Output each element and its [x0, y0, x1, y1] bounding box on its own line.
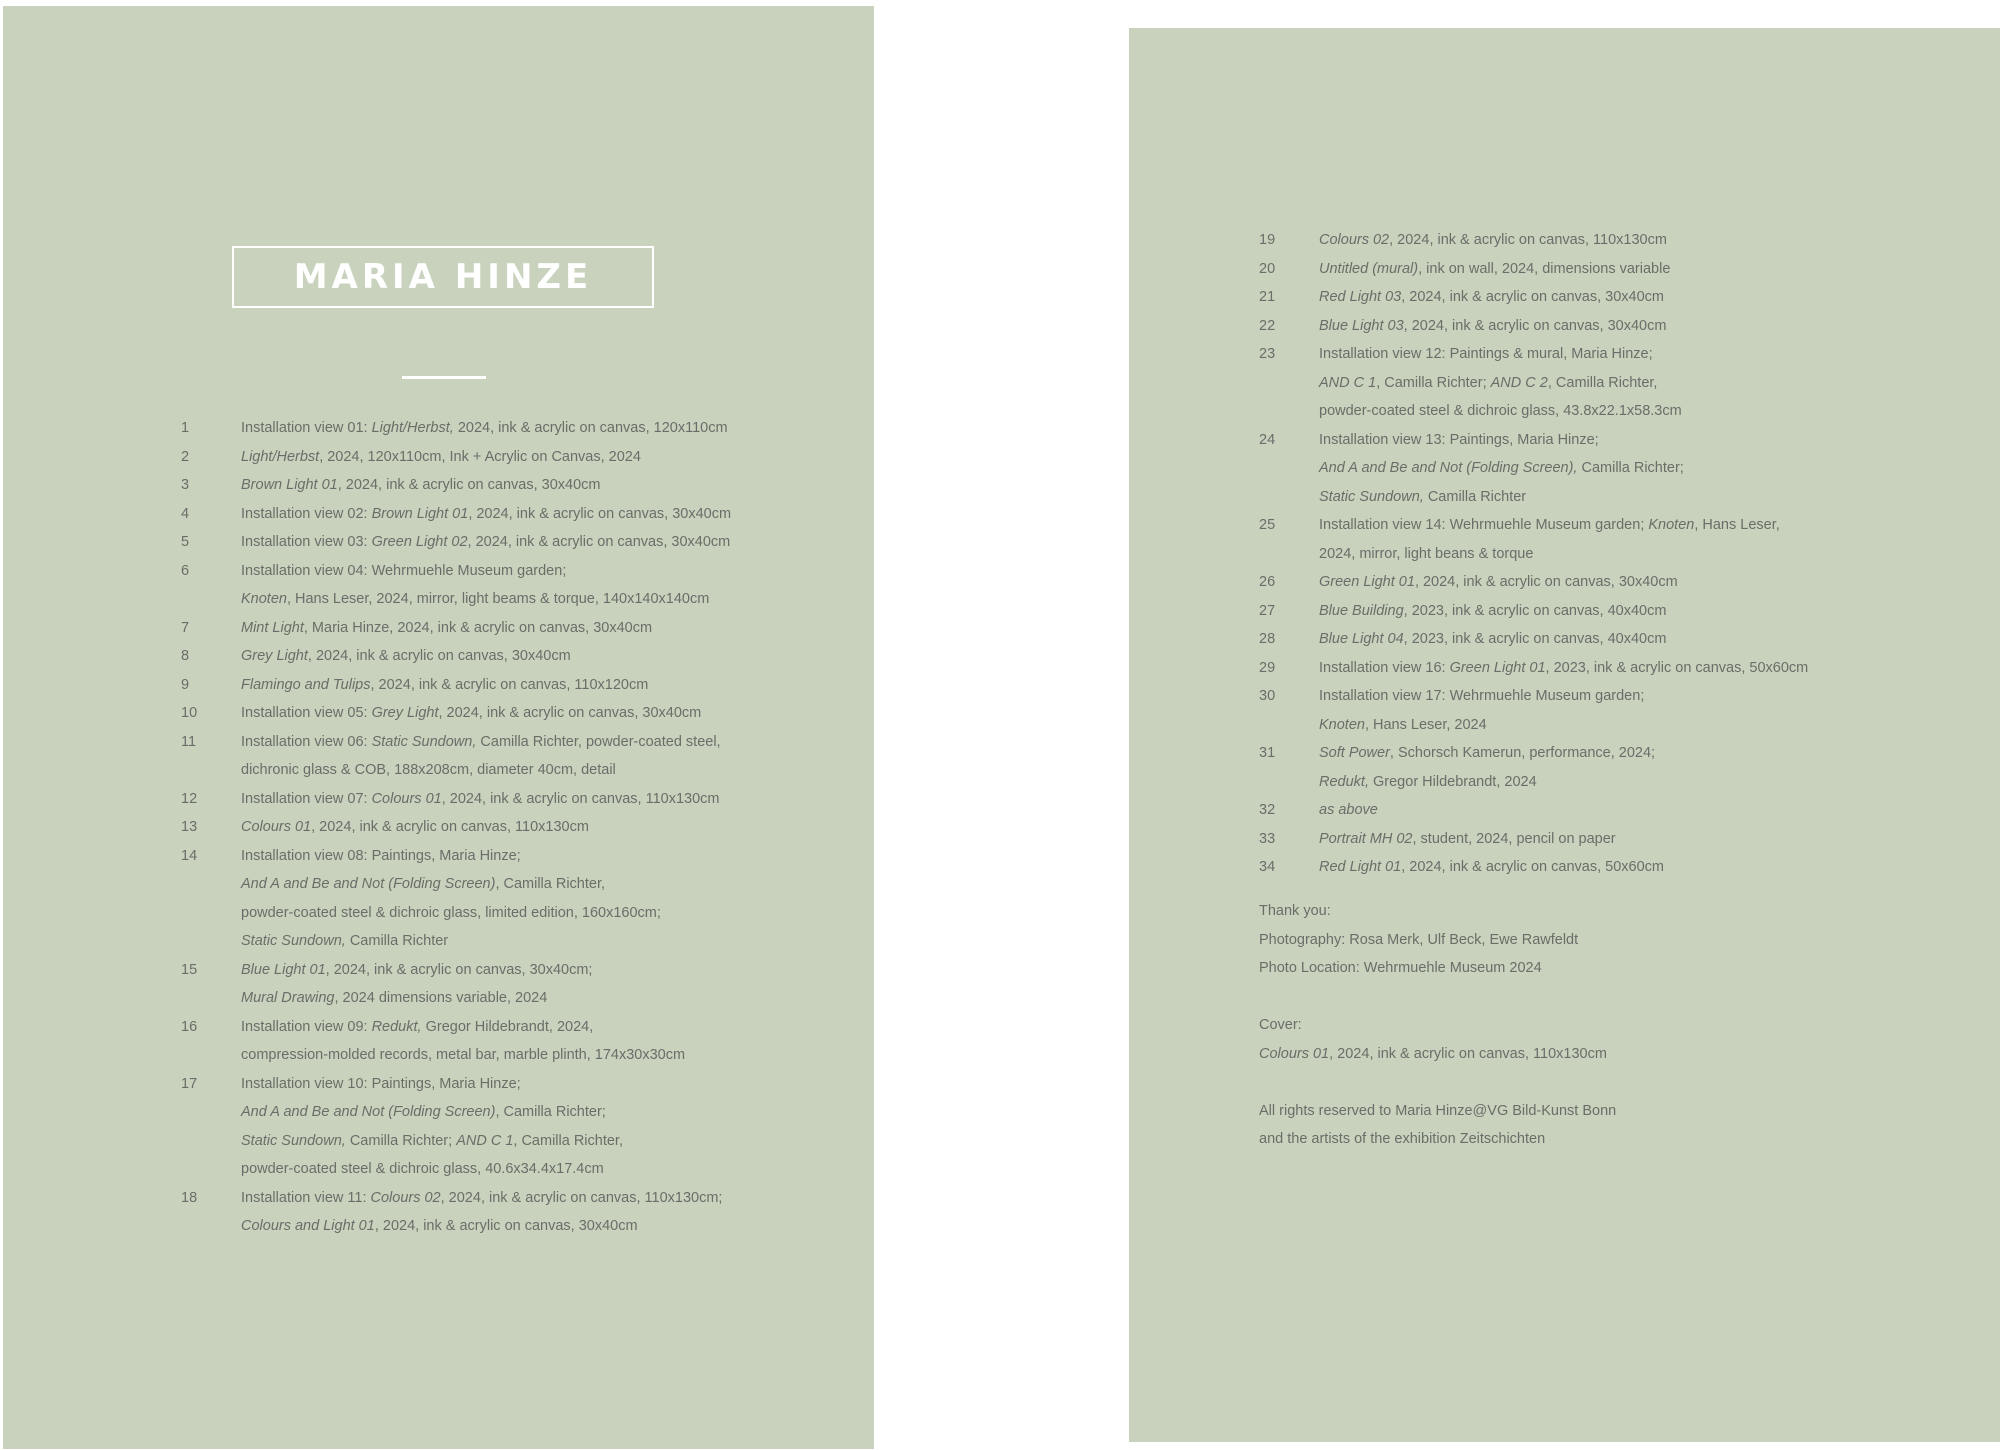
- caption-line: [1319, 426, 1684, 455]
- caption-text: , Hans Leser,: [1694, 517, 1780, 533]
- entry-caption: [1319, 568, 1678, 597]
- caption-line: [241, 899, 661, 928]
- entry-caption: [241, 728, 721, 785]
- italic-title: Colours 02: [370, 1189, 441, 1206]
- italic-title: Colours and Light 01: [241, 1218, 375, 1234]
- caption-entry: [1259, 739, 1994, 796]
- caption-line: [241, 671, 648, 700]
- caption-line: [241, 870, 661, 899]
- caption-line: [1319, 654, 1808, 683]
- italic-title: Redukt,: [371, 1018, 422, 1035]
- caption-line: [1319, 511, 1780, 540]
- caption-text: Photography: Rosa Merk, Ulf Beck, Ewe Rawfeldt: [1259, 931, 1579, 948]
- caption-text: Installation view 10: Paintings, Maria Hinze;: [241, 1075, 521, 1092]
- italic-title: Static Sundown,: [371, 733, 477, 750]
- caption-entry: [181, 785, 861, 814]
- caption-text: Camilla Richter;: [345, 1132, 457, 1149]
- title-divider: [402, 376, 486, 379]
- entry-caption: [1319, 625, 1666, 654]
- caption-text: , Hans Leser, 2024: [1364, 716, 1487, 733]
- caption-entry: [181, 500, 861, 529]
- caption-text: Installation view 05:: [241, 705, 372, 721]
- caption-line: [1319, 397, 1682, 426]
- entry-caption: [1319, 654, 1808, 683]
- caption-line: [1319, 255, 1670, 284]
- caption-text: Photo Location: Wehrmuehle Museum 2024: [1259, 960, 1542, 976]
- caption-line: [1319, 369, 1682, 398]
- credit-block: [1259, 1011, 1859, 1068]
- entry-number: 22: [1259, 317, 1276, 334]
- italic-title: Blue Light 01: [241, 961, 326, 978]
- entry-caption: [1319, 739, 1655, 796]
- caption-text: Installation view 02:: [241, 505, 372, 522]
- entry-number: 4: [181, 505, 190, 522]
- caption-text: , Hans Leser, 2024, mirror, light beams & torque, 140x140x140cm: [286, 591, 710, 607]
- caption-line: [241, 1127, 623, 1156]
- entry-number: 21: [1259, 289, 1276, 305]
- entry-caption: [1319, 853, 1664, 882]
- italic-title: Blue Building: [1319, 602, 1404, 619]
- caption-text: Installation view 11:: [241, 1189, 371, 1206]
- caption-line: [241, 614, 652, 643]
- caption-entry: [1259, 312, 1994, 341]
- caption-line: [241, 1041, 685, 1070]
- entry-number: 26: [1259, 574, 1276, 590]
- italic-title: Green Light 01: [1319, 574, 1415, 590]
- italic-title: Untitled (mural): [1319, 260, 1419, 277]
- credit-line: [1259, 1011, 1859, 1040]
- entry-number: 13: [181, 819, 198, 835]
- right-caption-list: [1259, 226, 1994, 882]
- entry-caption: [1319, 312, 1666, 341]
- caption-entry: [181, 528, 861, 557]
- italic-title: Grey Light: [241, 648, 308, 664]
- caption-text: Camilla Richter: [345, 933, 449, 949]
- caption-entry: [181, 842, 861, 956]
- credit-line: [1259, 897, 1859, 926]
- entry-number: 17: [181, 1075, 198, 1092]
- italic-title: Light/Herbst,: [371, 420, 454, 436]
- caption-line: [241, 1212, 722, 1241]
- italic-title: And A and Be and Not (Folding Screen),: [1319, 460, 1578, 476]
- entry-caption: [241, 813, 589, 842]
- caption-entry: [181, 813, 861, 842]
- caption-text: , 2024, ink & acrylic on canvas, 30x40cm: [468, 505, 732, 522]
- italic-title: Red Light 01: [1319, 859, 1402, 875]
- italic-title: Grey Light: [371, 705, 439, 721]
- caption-text: , Camilla Richter;: [1376, 374, 1491, 391]
- entry-caption: [241, 557, 709, 614]
- caption-text: Installation view 04: Wehrmuehle Museum garden;: [241, 562, 567, 579]
- caption-text: , 2024, ink & acrylic on canvas, 30x40cm: [337, 477, 601, 493]
- caption-text: Installation view 12: Paintings & mural, Maria Hinze;: [1319, 346, 1653, 362]
- entry-caption: [1319, 426, 1684, 512]
- entry-number: 1: [181, 420, 190, 436]
- italic-title: Static Sundown,: [241, 1132, 346, 1149]
- caption-line: [241, 642, 571, 671]
- credit-line: [1259, 1040, 1859, 1069]
- caption-line: [241, 699, 701, 728]
- caption-entry: [1259, 568, 1994, 597]
- italic-title: AND C 1: [456, 1132, 514, 1149]
- caption-line: [1319, 625, 1666, 654]
- caption-entry: [1259, 283, 1994, 312]
- entry-caption: [241, 956, 592, 1013]
- entry-caption: [241, 785, 720, 814]
- caption-text: Camilla Richter;: [1577, 460, 1684, 476]
- entry-caption: [241, 528, 730, 557]
- entry-number: 33: [1259, 830, 1276, 847]
- caption-text: , 2024, ink & acrylic on canvas, 30x40cm: [467, 534, 731, 550]
- credit-block: [1259, 897, 1859, 983]
- caption-line: [1319, 283, 1664, 312]
- italic-title: Brown Light 01: [371, 505, 469, 522]
- entry-number: 9: [181, 676, 190, 693]
- caption-line: [241, 414, 728, 443]
- caption-text: Installation view 03:: [241, 534, 372, 550]
- caption-line: [241, 785, 720, 814]
- entry-caption: [1319, 283, 1664, 312]
- caption-text: All rights reserved to Maria Hinze@VG Bild-Kunst Bonn: [1259, 1102, 1617, 1119]
- entry-number: 3: [181, 477, 190, 493]
- caption-line: [1319, 540, 1780, 569]
- caption-line: [241, 756, 721, 785]
- entry-caption: [1319, 682, 1644, 739]
- caption-line: [241, 728, 721, 757]
- caption-line: [241, 528, 730, 557]
- entry-caption: [241, 471, 600, 500]
- entry-caption: [1319, 340, 1682, 426]
- italic-title: AND C 1: [1319, 374, 1377, 391]
- italic-title: Colours 01: [241, 819, 312, 835]
- caption-line: [241, 1013, 685, 1042]
- caption-text: , 2024, ink & acrylic on canvas, 110x130cm: [1329, 1045, 1607, 1062]
- entry-caption: [241, 699, 701, 728]
- entry-number: 11: [181, 733, 197, 750]
- caption-text: , 2024, ink & acrylic on canvas, 110x120cm: [370, 676, 649, 693]
- italic-title: Colours 02: [1319, 232, 1390, 248]
- italic-title: Knoten: [241, 591, 287, 607]
- entry-number: 32: [1259, 802, 1276, 818]
- caption-line: [1319, 597, 1666, 626]
- entry-number: 14: [181, 847, 198, 864]
- caption-text: , 2023, ink & acrylic on canvas, 40x40cm: [1403, 602, 1667, 619]
- caption-line: [1319, 226, 1667, 255]
- caption-text: dichronic glass & COB, 188x208cm, diameter 40cm, detail: [241, 762, 616, 778]
- entry-number: 15: [181, 961, 198, 978]
- caption-text: , 2024, ink & acrylic on canvas, 30x40cm: [1401, 289, 1664, 305]
- entry-caption: [1319, 226, 1667, 255]
- entry-caption: [241, 671, 648, 700]
- caption-line: [241, 956, 592, 985]
- caption-text: Gregor Hildebrandt, 2024,: [421, 1018, 594, 1035]
- caption-line: [241, 500, 731, 529]
- entry-number: 28: [1259, 631, 1276, 647]
- caption-entry: [181, 614, 861, 643]
- right-page: [1129, 28, 2000, 1442]
- caption-text: , 2024, ink & acrylic on canvas, 30x40cm: [1414, 574, 1678, 590]
- caption-text: , ink on wall, 2024, dimensions variable: [1418, 260, 1671, 277]
- caption-entry: [1259, 654, 1994, 683]
- caption-line: [1319, 853, 1664, 882]
- caption-text: , Camilla Richter;: [495, 1104, 606, 1120]
- caption-entry: [181, 699, 861, 728]
- caption-text: Installation view 01:: [241, 420, 372, 436]
- entry-caption: [241, 414, 728, 443]
- credit-line: [1259, 1097, 1859, 1126]
- left-page: [3, 6, 874, 1449]
- caption-text: , 2024, ink & acrylic on canvas, 30x40cm: [1403, 317, 1667, 334]
- caption-entry: [181, 1070, 861, 1184]
- caption-text: , 2024, ink & acrylic on canvas, 30x40cm;: [325, 961, 593, 978]
- caption-text: and the artists of the exhibition Zeitschichten: [1259, 1131, 1546, 1147]
- caption-entry: [1259, 625, 1994, 654]
- caption-entry: [1259, 825, 1994, 854]
- entry-number: 31: [1259, 745, 1276, 761]
- caption-line: [241, 1184, 722, 1213]
- caption-text: Installation view 13: Paintings, Maria Hinze;: [1319, 431, 1599, 448]
- left-caption-list: [181, 414, 861, 1241]
- entry-number: 6: [181, 562, 190, 579]
- entry-number: 34: [1259, 859, 1276, 875]
- caption-line: [1319, 768, 1655, 797]
- entry-number: 10: [181, 705, 198, 721]
- caption-text: , Camilla Richter,: [1547, 374, 1658, 391]
- caption-text: , 2024, ink & acrylic on canvas, 110x130cm: [1389, 232, 1667, 248]
- italic-title: as above: [1319, 802, 1378, 818]
- caption-text: , 2023, ink & acrylic on canvas, 50x60cm: [1545, 659, 1809, 676]
- caption-entry: [181, 671, 861, 700]
- entry-number: 5: [181, 534, 190, 550]
- italic-title: Knoten: [1648, 517, 1695, 533]
- entry-caption: [241, 1184, 722, 1241]
- caption-text: 2024, mirror, light beans & torque: [1319, 545, 1534, 562]
- caption-text: Thank you:: [1259, 903, 1331, 919]
- caption-text: , student, 2024, pencil on paper: [1412, 830, 1616, 847]
- italic-title: And A and Be and Not (Folding Screen): [241, 1104, 496, 1120]
- italic-title: And A and Be and Not (Folding Screen): [241, 876, 496, 892]
- italic-title: Blue Light 04: [1319, 631, 1404, 647]
- caption-line: [241, 813, 589, 842]
- caption-text: Cover:: [1259, 1017, 1302, 1033]
- caption-text: , Maria Hinze, 2024, ink & acrylic on canvas, 30x40cm: [303, 619, 653, 636]
- italic-title: Mint Light: [241, 619, 304, 636]
- entry-number: 8: [181, 648, 190, 664]
- caption-line: [1319, 454, 1684, 483]
- credits-section: [1259, 897, 1859, 1182]
- credit-line: [1259, 954, 1859, 983]
- italic-title: Blue Light 03: [1319, 317, 1404, 334]
- entry-caption: [1319, 825, 1616, 854]
- caption-text: , 2023, ink & acrylic on canvas, 40x40cm: [1403, 631, 1667, 647]
- caption-text: , 2024, ink & acrylic on canvas, 110x130cm: [311, 819, 589, 835]
- entry-number: 30: [1259, 688, 1276, 704]
- italic-title: Green Light 02: [371, 534, 468, 550]
- caption-entry: [1259, 682, 1994, 739]
- caption-text: , 2024, ink & acrylic on canvas, 30x40cm: [438, 705, 702, 721]
- caption-entry: [1259, 340, 1994, 426]
- caption-line: [241, 471, 600, 500]
- caption-line: [241, 585, 709, 614]
- entry-caption: [241, 642, 571, 671]
- caption-entry: [181, 642, 861, 671]
- entry-number: 23: [1259, 346, 1276, 362]
- caption-entry: [1259, 796, 1994, 825]
- entry-caption: [1319, 796, 1378, 825]
- entry-number: 7: [181, 619, 190, 636]
- caption-line: [241, 927, 661, 956]
- italic-title: Mural Drawing: [241, 990, 335, 1006]
- entry-caption: [241, 500, 731, 529]
- caption-text: powder-coated steel & dichroic glass, 43.8x22.1x58.3cm: [1319, 403, 1682, 419]
- caption-line: [241, 842, 661, 871]
- italic-title: Light/Herbst: [241, 448, 320, 465]
- caption-line: [241, 1070, 623, 1099]
- caption-entry: [1259, 255, 1994, 284]
- caption-entry: [181, 956, 861, 1013]
- caption-text: , Camilla Richter,: [513, 1132, 623, 1149]
- italic-title: Green Light 01: [1449, 659, 1546, 676]
- caption-text: Installation view 16:: [1319, 659, 1450, 676]
- entry-number: 18: [181, 1189, 198, 1206]
- entry-number: 12: [181, 790, 198, 807]
- caption-line: [1319, 796, 1378, 825]
- italic-title: Redukt,: [1319, 773, 1369, 790]
- caption-line: [241, 557, 709, 586]
- caption-text: , 2024, ink & acrylic on canvas, 50x60cm: [1401, 859, 1664, 875]
- entry-number: 29: [1259, 659, 1276, 676]
- italic-title: Portrait MH 02: [1319, 830, 1413, 847]
- caption-text: Installation view 09:: [241, 1018, 372, 1035]
- caption-line: [241, 1098, 623, 1127]
- caption-line: [1319, 340, 1682, 369]
- italic-title: Soft Power: [1319, 745, 1390, 761]
- entry-caption: [241, 842, 661, 956]
- caption-text: Installation view 06:: [241, 733, 372, 750]
- entry-caption: [1319, 511, 1780, 568]
- caption-entry: [1259, 597, 1994, 626]
- italic-title: AND C 2: [1490, 374, 1548, 391]
- credit-line: [1259, 926, 1859, 955]
- caption-entry: [1259, 853, 1994, 882]
- entry-number: 27: [1259, 602, 1276, 619]
- entry-caption: [241, 1070, 623, 1184]
- entry-number: 25: [1259, 517, 1276, 533]
- caption-text: Installation view 07:: [241, 790, 372, 807]
- caption-entry: [1259, 426, 1994, 512]
- caption-text: Installation view 17: Wehrmuehle Museum garden;: [1319, 688, 1645, 704]
- italic-title: Red Light 03: [1319, 289, 1402, 305]
- entry-caption: [241, 443, 641, 472]
- italic-title: Colours 01: [1259, 1045, 1330, 1062]
- entry-caption: [1319, 597, 1666, 626]
- caption-line: [1319, 682, 1644, 711]
- caption-text: , 2024, ink & acrylic on canvas, 110x130cm: [441, 790, 720, 807]
- entry-number: 20: [1259, 260, 1276, 277]
- caption-entry: [181, 443, 861, 472]
- caption-text: Camilla Richter, powder-coated steel,: [476, 733, 721, 750]
- caption-text: , 2024, 120x110cm, Ink + Acrylic on Canvas, 2024: [319, 448, 641, 465]
- italic-title: Static Sundown,: [1319, 488, 1424, 505]
- caption-text: , 2024, ink & acrylic on canvas, 30x40cm: [307, 648, 571, 664]
- italic-title: Knoten: [1319, 716, 1365, 733]
- caption-entry: [181, 1184, 861, 1241]
- italic-title: Flamingo and Tulips: [241, 676, 371, 693]
- italic-title: Static Sundown,: [241, 933, 346, 949]
- caption-text: compression-molded records, metal bar, marble plinth, 174x30x30cm: [241, 1047, 686, 1063]
- caption-text: , Schorsch Kamerun, performance, 2024;: [1389, 745, 1656, 761]
- caption-text: , 2024 dimensions variable, 2024: [334, 990, 548, 1006]
- italic-title: Brown Light 01: [241, 477, 338, 493]
- caption-text: , Camilla Richter,: [495, 876, 606, 892]
- caption-entry: [1259, 511, 1994, 568]
- caption-entry: [1259, 226, 1994, 255]
- credit-block: [1259, 1097, 1859, 1154]
- caption-entry: [181, 728, 861, 785]
- caption-line: [1319, 739, 1655, 768]
- title-box: [232, 246, 654, 308]
- entry-number: 2: [181, 448, 190, 465]
- caption-line: [241, 443, 641, 472]
- credit-line: [1259, 1125, 1859, 1154]
- entry-caption: [1319, 255, 1670, 284]
- caption-text: Installation view 08: Paintings, Maria Hinze;: [241, 847, 521, 864]
- artist-title: MARIA HINZE: [293, 257, 593, 297]
- caption-entry: [181, 414, 861, 443]
- caption-line: [1319, 825, 1616, 854]
- caption-text: Installation view 14: Wehrmuehle Museum garden;: [1319, 517, 1649, 533]
- caption-text: Camilla Richter: [1423, 488, 1527, 505]
- caption-text: powder-coated steel & dichroic glass, 40.6x34.4x17.4cm: [241, 1161, 604, 1177]
- caption-text: , 2024, ink & acrylic on canvas, 110x130cm;: [440, 1189, 723, 1206]
- entry-number: 19: [1259, 232, 1276, 248]
- caption-text: , 2024, ink & acrylic on canvas, 30x40cm: [374, 1218, 638, 1234]
- caption-line: [1319, 711, 1644, 740]
- caption-entry: [181, 1013, 861, 1070]
- caption-line: [1319, 568, 1678, 597]
- entry-number: 24: [1259, 431, 1276, 448]
- entry-caption: [241, 614, 652, 643]
- caption-entry: [181, 471, 861, 500]
- entry-number: 16: [181, 1018, 198, 1035]
- caption-text: powder-coated steel & dichroic glass, limited edition, 160x160cm;: [241, 904, 661, 921]
- caption-line: [1319, 312, 1666, 341]
- caption-line: [241, 984, 592, 1013]
- caption-entry: [181, 557, 861, 614]
- entry-caption: [241, 1013, 685, 1070]
- caption-text: 2024, ink & acrylic on canvas, 120x110cm: [453, 420, 728, 436]
- caption-text: Gregor Hildebrandt, 2024: [1368, 773, 1537, 790]
- caption-line: [241, 1155, 623, 1184]
- italic-title: Colours 01: [371, 790, 442, 807]
- caption-line: [1319, 483, 1684, 512]
